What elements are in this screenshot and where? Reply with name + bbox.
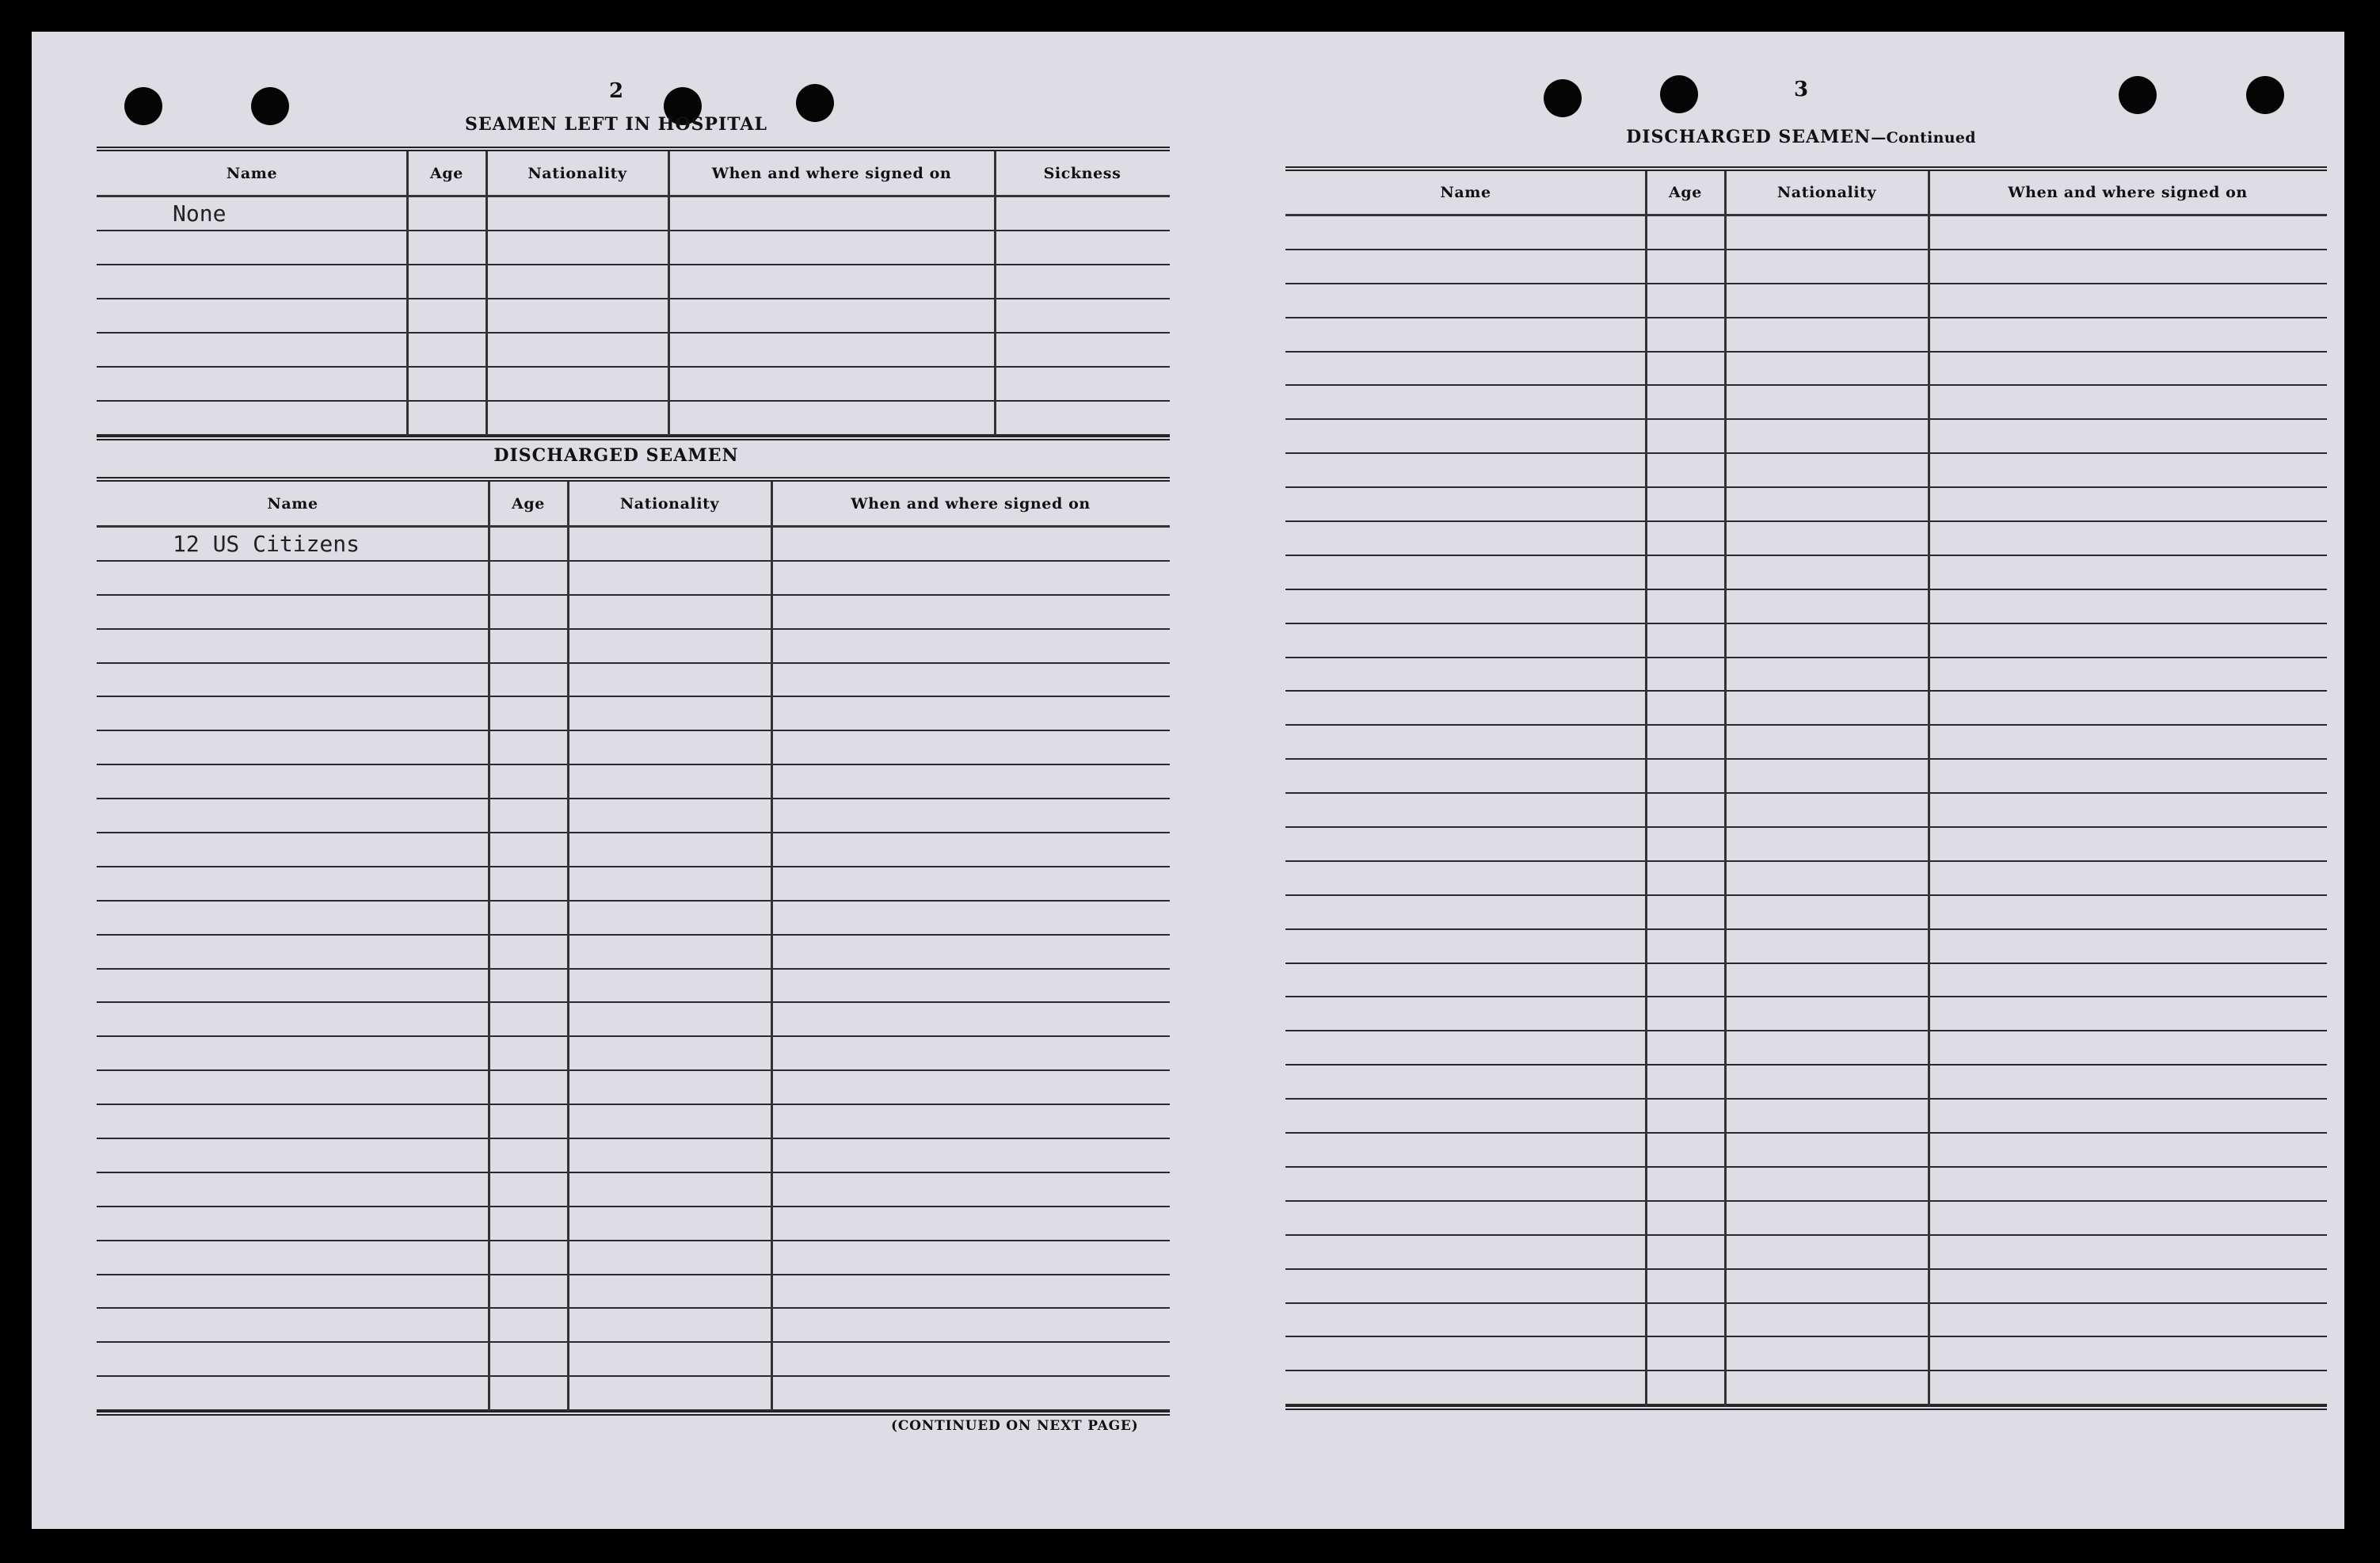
- table-row: [1285, 1337, 2327, 1371]
- table-row: [97, 1139, 1170, 1173]
- table-row: [97, 765, 1170, 799]
- table-row: [97, 528, 1170, 562]
- table-header: [97, 151, 1170, 197]
- table-row: [97, 1071, 1170, 1105]
- punch-hole: [124, 87, 162, 125]
- table-row: [1285, 794, 2327, 828]
- column-divider: [488, 482, 490, 1411]
- table-row: [1285, 1168, 2327, 1202]
- table-row: [1285, 1270, 2327, 1304]
- table-row: [97, 1105, 1170, 1139]
- hospital-section-title: SEAMEN LEFT IN HOSPITAL: [465, 114, 767, 135]
- column-header: Age: [430, 164, 463, 182]
- table-row: [1285, 420, 2327, 454]
- table-row: [97, 1207, 1170, 1241]
- table-row: [97, 970, 1170, 1004]
- column-header: When and where signed on: [851, 494, 1091, 513]
- table-row: [1285, 522, 2327, 556]
- table-row: [1285, 488, 2327, 522]
- column-divider: [1645, 171, 1647, 1406]
- discharged-section-title: DISCHARGED SEAMEN: [493, 445, 739, 466]
- table-row: [97, 231, 1170, 265]
- table-row: [1285, 692, 2327, 726]
- table-bottom-rule: [97, 436, 1170, 440]
- table-row: [97, 402, 1170, 436]
- table-row: [1285, 930, 2327, 964]
- table-row: [1285, 1202, 2327, 1236]
- punch-hole: [2119, 76, 2157, 114]
- table-row: [97, 1241, 1170, 1275]
- table-row: [1285, 250, 2327, 284]
- table-row: [97, 1377, 1170, 1411]
- continued-note: (CONTINUED ON NEXT PAGE): [891, 1418, 1139, 1434]
- name-cell: 12 US Citizens: [173, 530, 360, 557]
- table-row: [97, 265, 1170, 299]
- table-row: [1285, 318, 2327, 353]
- table-row: [1285, 1100, 2327, 1134]
- discharged-continued-table: [1285, 166, 2327, 1410]
- table-row: [97, 1275, 1170, 1309]
- table-row: [1285, 726, 2327, 760]
- table-row: [97, 1173, 1170, 1207]
- table-row: [1285, 997, 2327, 1031]
- table-row: [1285, 658, 2327, 692]
- column-header: Name: [226, 164, 278, 182]
- table-row: [97, 368, 1170, 402]
- table-row: [1285, 284, 2327, 318]
- column-divider: [1724, 171, 1727, 1406]
- continued-suffix: —Continued: [1871, 129, 1976, 147]
- table-row: [97, 833, 1170, 867]
- left-page: [32, 32, 1188, 1529]
- table-row: [1285, 1371, 2327, 1405]
- table-row: [1285, 896, 2327, 930]
- table-row: [1285, 353, 2327, 387]
- table-row: [1285, 1134, 2327, 1168]
- punch-hole: [796, 84, 834, 122]
- table-bottom-rule: [97, 1411, 1170, 1416]
- table-row: [97, 799, 1170, 833]
- punch-hole: [1660, 75, 1698, 113]
- column-header: Sickness: [1043, 164, 1121, 182]
- column-header: Name: [267, 494, 318, 513]
- table-row: [1285, 624, 2327, 658]
- table-row: [97, 1309, 1170, 1343]
- punch-hole: [251, 87, 289, 125]
- table-bottom-rule: [1285, 1405, 2327, 1410]
- page-number: 2: [608, 79, 624, 103]
- table-row: [97, 1343, 1170, 1377]
- column-divider: [668, 151, 670, 436]
- table-row: [97, 299, 1170, 334]
- table-row: [1285, 590, 2327, 624]
- discharged-table: [97, 477, 1170, 1416]
- table-row: [1285, 1304, 2327, 1338]
- table-row: [1285, 454, 2327, 488]
- column-header: Nationality: [527, 164, 627, 182]
- table-row: [1285, 1066, 2327, 1100]
- column-header: Age: [512, 494, 545, 513]
- table-row: [97, 902, 1170, 936]
- discharged-continued-title-text: DISCHARGED SEAMEN: [1626, 127, 1872, 147]
- column-divider: [994, 151, 996, 436]
- table-row: [97, 630, 1170, 664]
- column-divider: [486, 151, 488, 436]
- table-row: [97, 596, 1170, 630]
- column-header: Name: [1440, 184, 1491, 201]
- column-header: When and where signed on: [2008, 184, 2248, 201]
- table-row: [97, 664, 1170, 698]
- table-row: [1285, 556, 2327, 590]
- discharged-continued-title: [1626, 127, 1976, 147]
- column-header: Nationality: [619, 494, 720, 513]
- table-row: [1285, 386, 2327, 420]
- table-row: [1285, 964, 2327, 998]
- table-row: [97, 334, 1170, 368]
- table-row: [97, 1037, 1170, 1071]
- right-page: [1188, 32, 2344, 1529]
- table-row: [97, 197, 1170, 231]
- name-cell: None: [173, 200, 227, 227]
- table-header: [1285, 171, 2327, 216]
- column-divider: [406, 151, 409, 436]
- table-row: [1285, 828, 2327, 862]
- table-row: [1285, 760, 2327, 794]
- column-divider: [1928, 171, 1930, 1406]
- table-row: [1285, 1031, 2327, 1066]
- punch-hole: [1544, 79, 1582, 117]
- table-row: [97, 697, 1170, 731]
- table-row: [1285, 1236, 2327, 1270]
- table-row: [97, 936, 1170, 970]
- table-header: [97, 482, 1170, 528]
- table-row: [1285, 216, 2327, 250]
- table-row: [97, 562, 1170, 596]
- table-row: [97, 867, 1170, 902]
- page-number: 3: [1793, 78, 1809, 101]
- column-header: Nationality: [1776, 184, 1877, 201]
- column-divider: [567, 482, 569, 1411]
- column-header: When and where signed on: [711, 164, 952, 182]
- column-divider: [771, 482, 773, 1411]
- table-row: [1285, 862, 2327, 896]
- punch-hole: [2246, 76, 2284, 114]
- hospital-table: [97, 147, 1170, 440]
- column-header: Age: [1669, 184, 1702, 201]
- table-row: [97, 1003, 1170, 1037]
- table-row: [97, 731, 1170, 765]
- document-paper: [32, 32, 2344, 1529]
